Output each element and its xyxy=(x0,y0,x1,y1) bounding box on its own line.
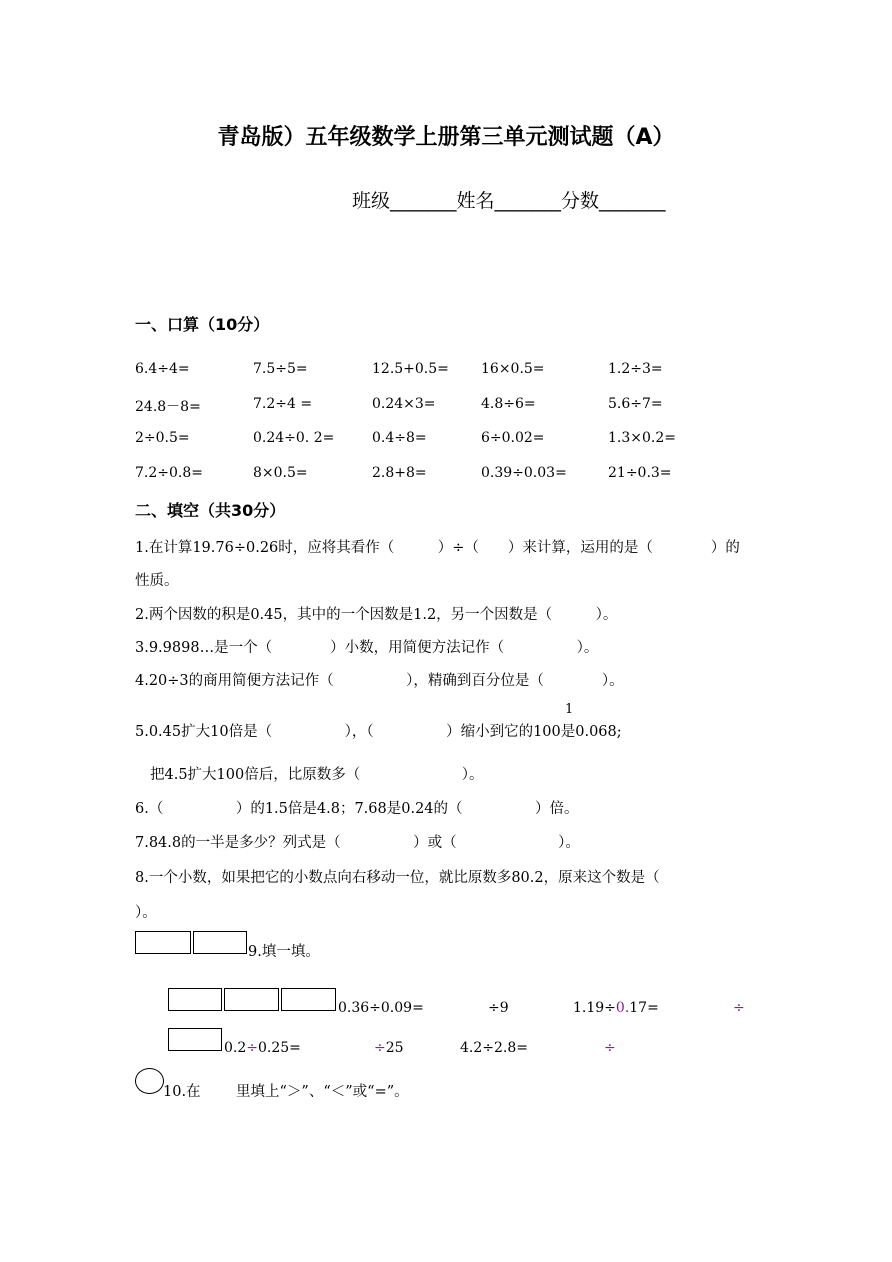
calc-item: 24.8－8= xyxy=(135,399,201,415)
compare-circle[interactable] xyxy=(135,1068,164,1094)
question-8-line2: ）。 xyxy=(135,905,157,921)
q9-row1-expr-d: ÷ xyxy=(733,1000,745,1016)
calc-item: 0.24÷0. 2= xyxy=(253,430,335,446)
calc-item: 0.39÷0.03= xyxy=(481,465,567,481)
calc-item: 12.5+0.5= xyxy=(372,361,449,377)
q9-row2-expr-b: ÷25 xyxy=(374,1040,404,1056)
question-7: 7.84.8的一半是多少？列式是（ ）或（ ）。 xyxy=(135,835,580,851)
answer-box[interactable] xyxy=(135,931,191,954)
answer-box[interactable] xyxy=(224,988,279,1011)
question-5-line2: 把4.5扩大100倍后，比原数多（ ）。 xyxy=(150,767,484,783)
question-2: 2.两个因数的积是0.45，其中的一个因数是1.2，另一个因数是（ ）。 xyxy=(135,607,618,623)
q9-row2-expr-d: ÷ xyxy=(604,1040,616,1056)
question-8-line1: 8.一个小数，如果把它的小数点向右移动一位，就比原数多80.2，原来这个数是（ xyxy=(135,870,660,886)
answer-box[interactable] xyxy=(168,988,222,1011)
question-1-line2: 性质。 xyxy=(135,573,179,589)
calc-item: 7.2÷4 = xyxy=(253,396,313,412)
question-3: 3.9.9898…是一个（ ）小数，用简便方法记作（ ）。 xyxy=(135,640,599,656)
calc-item: 2÷0.5= xyxy=(135,430,190,446)
section2-heading: 二、填空（共30分） xyxy=(135,501,286,520)
calc-item: 8×0.5= xyxy=(253,465,308,481)
calc-item: 5.6÷7= xyxy=(608,396,663,412)
calc-item: 1.3×0.2= xyxy=(608,430,676,446)
calc-item: 0.4÷8= xyxy=(372,430,427,446)
question-4: 4.20÷3的商用简便方法记作（ ），精确到百分位是（ ）。 xyxy=(135,673,624,689)
q9-row1-expr-c: 1.19÷0.17= xyxy=(573,1000,659,1016)
section1-heading: 一、口算（10分） xyxy=(135,315,270,334)
answer-box[interactable] xyxy=(168,1028,222,1051)
page-title: 青岛版）五年级数学上册第三单元测试题（A） xyxy=(217,125,675,150)
student-info-line: 班级_______姓名_______分数_______ xyxy=(352,190,666,212)
calc-item: 0.24×3= xyxy=(372,396,436,412)
calc-item: 7.2÷0.8= xyxy=(135,465,203,481)
q9-row1-expr-a: 0.36÷0.09= xyxy=(338,1000,424,1016)
answer-box[interactable] xyxy=(193,931,247,954)
q9-row2-expr-a: 0.2÷0.25= xyxy=(224,1040,301,1056)
q9-row1-expr-b: ÷9 xyxy=(488,1000,509,1016)
fraction-numerator: 1 xyxy=(565,702,574,717)
q9-row2-expr-c: 4.2÷2.8= xyxy=(460,1040,528,1056)
answer-box[interactable] xyxy=(281,988,336,1011)
question-6: 6.（ ）的1.5倍是4.8；7.68是0.24的（ ）倍。 xyxy=(135,801,579,817)
calc-item: 7.5÷5= xyxy=(253,361,308,377)
calc-item: 16×0.5= xyxy=(481,361,545,377)
calc-item: 2.8+8= xyxy=(372,465,427,481)
calc-item: 4.8÷6= xyxy=(481,396,536,412)
question-10-text: 里填上“＞”、“＜”或“=”。 xyxy=(236,1084,409,1100)
calc-item: 21÷0.3= xyxy=(608,465,672,481)
calc-item: 6÷0.02= xyxy=(481,430,545,446)
calc-item: 6.4÷4= xyxy=(135,361,190,377)
calc-item: 1.2÷3= xyxy=(608,361,663,377)
question-1-line1: 1.在计算19.76÷0.26时，应将其看作（ ）÷（ ）来计算，运用的是（ ）的 xyxy=(135,540,740,556)
question-10-label: 10.在 xyxy=(163,1084,201,1100)
question-5-line1: 5.0.45扩大10倍是（ ），（ ）缩小到它的100是0.068; xyxy=(135,724,622,740)
question-9-label: 9.填一填。 xyxy=(248,944,320,960)
